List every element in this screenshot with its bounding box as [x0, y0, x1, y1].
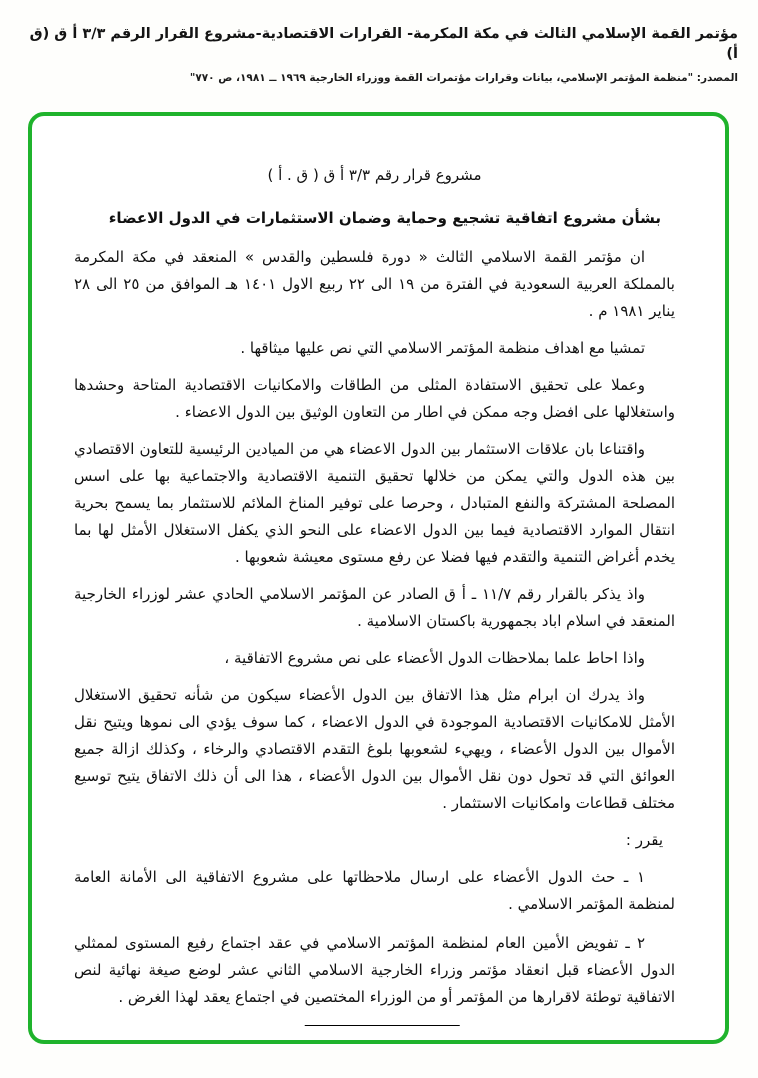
- paragraph-realizing: واذ يدرك ان ابرام مثل هذا الاتفاق بين الدول الأعضاء سيكون من شأنه تحقيق الاستغلال الأمثل للامكانيات الاقتصادية الموجودة في الدول الاعضاء ، كما سوف يؤدي الى نموها ويتيح نقل الأموال بين الدول الأعضاء ، ويهيء لشعوبها بلوغ التقدم الاقتصادي والرخاء ، وكذلك ازالة جميع العوائق التي قد تحول دون نقل الأموال بين الدول الأعضاء ، هذا الى أن ذلك الاتفاق يتيح توسيع مختلف قطاعات وامكانيات الاستثمار .: [74, 686, 675, 812]
- header-title: مؤتمر القمة الإسلامي الثالث في مكة المكرمة- القرارات الاقتصادية-مشروع القرار الرقم ٣/٣ أ ق (ق أ): [29, 26, 738, 63]
- paragraph-recall-resolution: واذ يذكر بالقرار رقم ١١/٧ ـ أ ق الصادر عن المؤتمر الاسلامي الحادي عشر لوزراء الخارجية المنعقد في اسلام اباد بجمهورية باكستان الاسلامية .: [74, 585, 675, 630]
- paragraph-noting-remarks: واذا احاط علما بملاحظات الدول الأعضاء على نص مشروع الاتفاقية ،: [224, 649, 645, 667]
- document-frame: [28, 112, 729, 1044]
- paragraph-objectives: تمشيا مع اهداف منظمة المؤتمر الاسلامي التي نص عليها ميثاقها .: [240, 339, 645, 357]
- document-subtitle: بشأن مشروع اتفاقية تشجيع وحماية وضمان الاستثمارات في الدول الاعضاء: [108, 209, 661, 227]
- paragraph-conviction: واقتناعا بان علاقات الاستثمار بين الدول الاعضاء هي من الميادين الرئيسية للتعاون الاقتصادي بين هذه الدول والتي يمكن من خلالها تحقيق التنمية الاقتصادية والاجتماعية بها على اسس المصلحة المشتركة والنفع المتبادل ، وحرصا على توفير المناخ الملائم للاستثمار بما يسمح بحرية انتقال الموارد الاقتصادية فيما بين الدول الاعضاء على النحو الذي يكفل الاستغلال الأمثل لها بما يخدم أغراض التنمية والتقدم فيها فضلا عن رفع مستوى معيشة شعوبها .: [74, 440, 675, 566]
- paragraph-utilization: وعملا على تحقيق الاستفادة المثلى من الطاقات والامكانيات الاقتصادية المتاحة وحشدها واستغلالها على افضل وجه ممكن في اطار من التعاون الوثيق بين الدول الاعضاء .: [74, 376, 675, 421]
- decisions-heading: يقرر :: [625, 831, 663, 849]
- source-line: المصدر: "منظمة المؤتمر الإسلامي، بيانات وقرارات مؤتمرات القمة ووزراء الخارجية ١٩٦٩ ــ ١٩٨١، ص ٧٧٠": [189, 71, 738, 84]
- paragraph-preamble: ان مؤتمر القمة الاسلامي الثالث « دورة فلسطين والقدس » المنعقد في مكة المكرمة بالمملكة العربية السعودية في الفترة من ١٩ الى ٢٢ ربيع الاول ١٤٠١ هـ الموافق من ٢٥ الى ٢٨ يناير ١٩٨١ م .: [74, 248, 675, 320]
- page-header: [0, 0, 758, 84]
- document-content: [32, 116, 725, 1026]
- end-divider: [305, 1025, 460, 1026]
- document-title: مشروع قرار رقم ٣/٣ أ ق ( ق . أ ): [267, 166, 482, 184]
- decision-item-2: ٢ ـ تفويض الأمين العام لمنظمة المؤتمر الاسلامي في عقد اجتماع رفيع المستوى لممثلي الدول الأعضاء قبل انعقاد مؤتمر وزراء الخارجية الاسلامي الثاني عشر لوضع صيغة نهائية لنص الاتفاقية توطئة لاقرارها من المؤتمر أو من الوزراء المختصين في اجتماع يعقد لهذا الغرض .: [74, 934, 675, 1006]
- decision-item-1: ١ ـ حث الدول الأعضاء على ارسال ملاحظاتها على مشروع الاتفاقية الى الأمانة العامة لمنظمة المؤتمر الاسلامي .: [74, 868, 675, 913]
